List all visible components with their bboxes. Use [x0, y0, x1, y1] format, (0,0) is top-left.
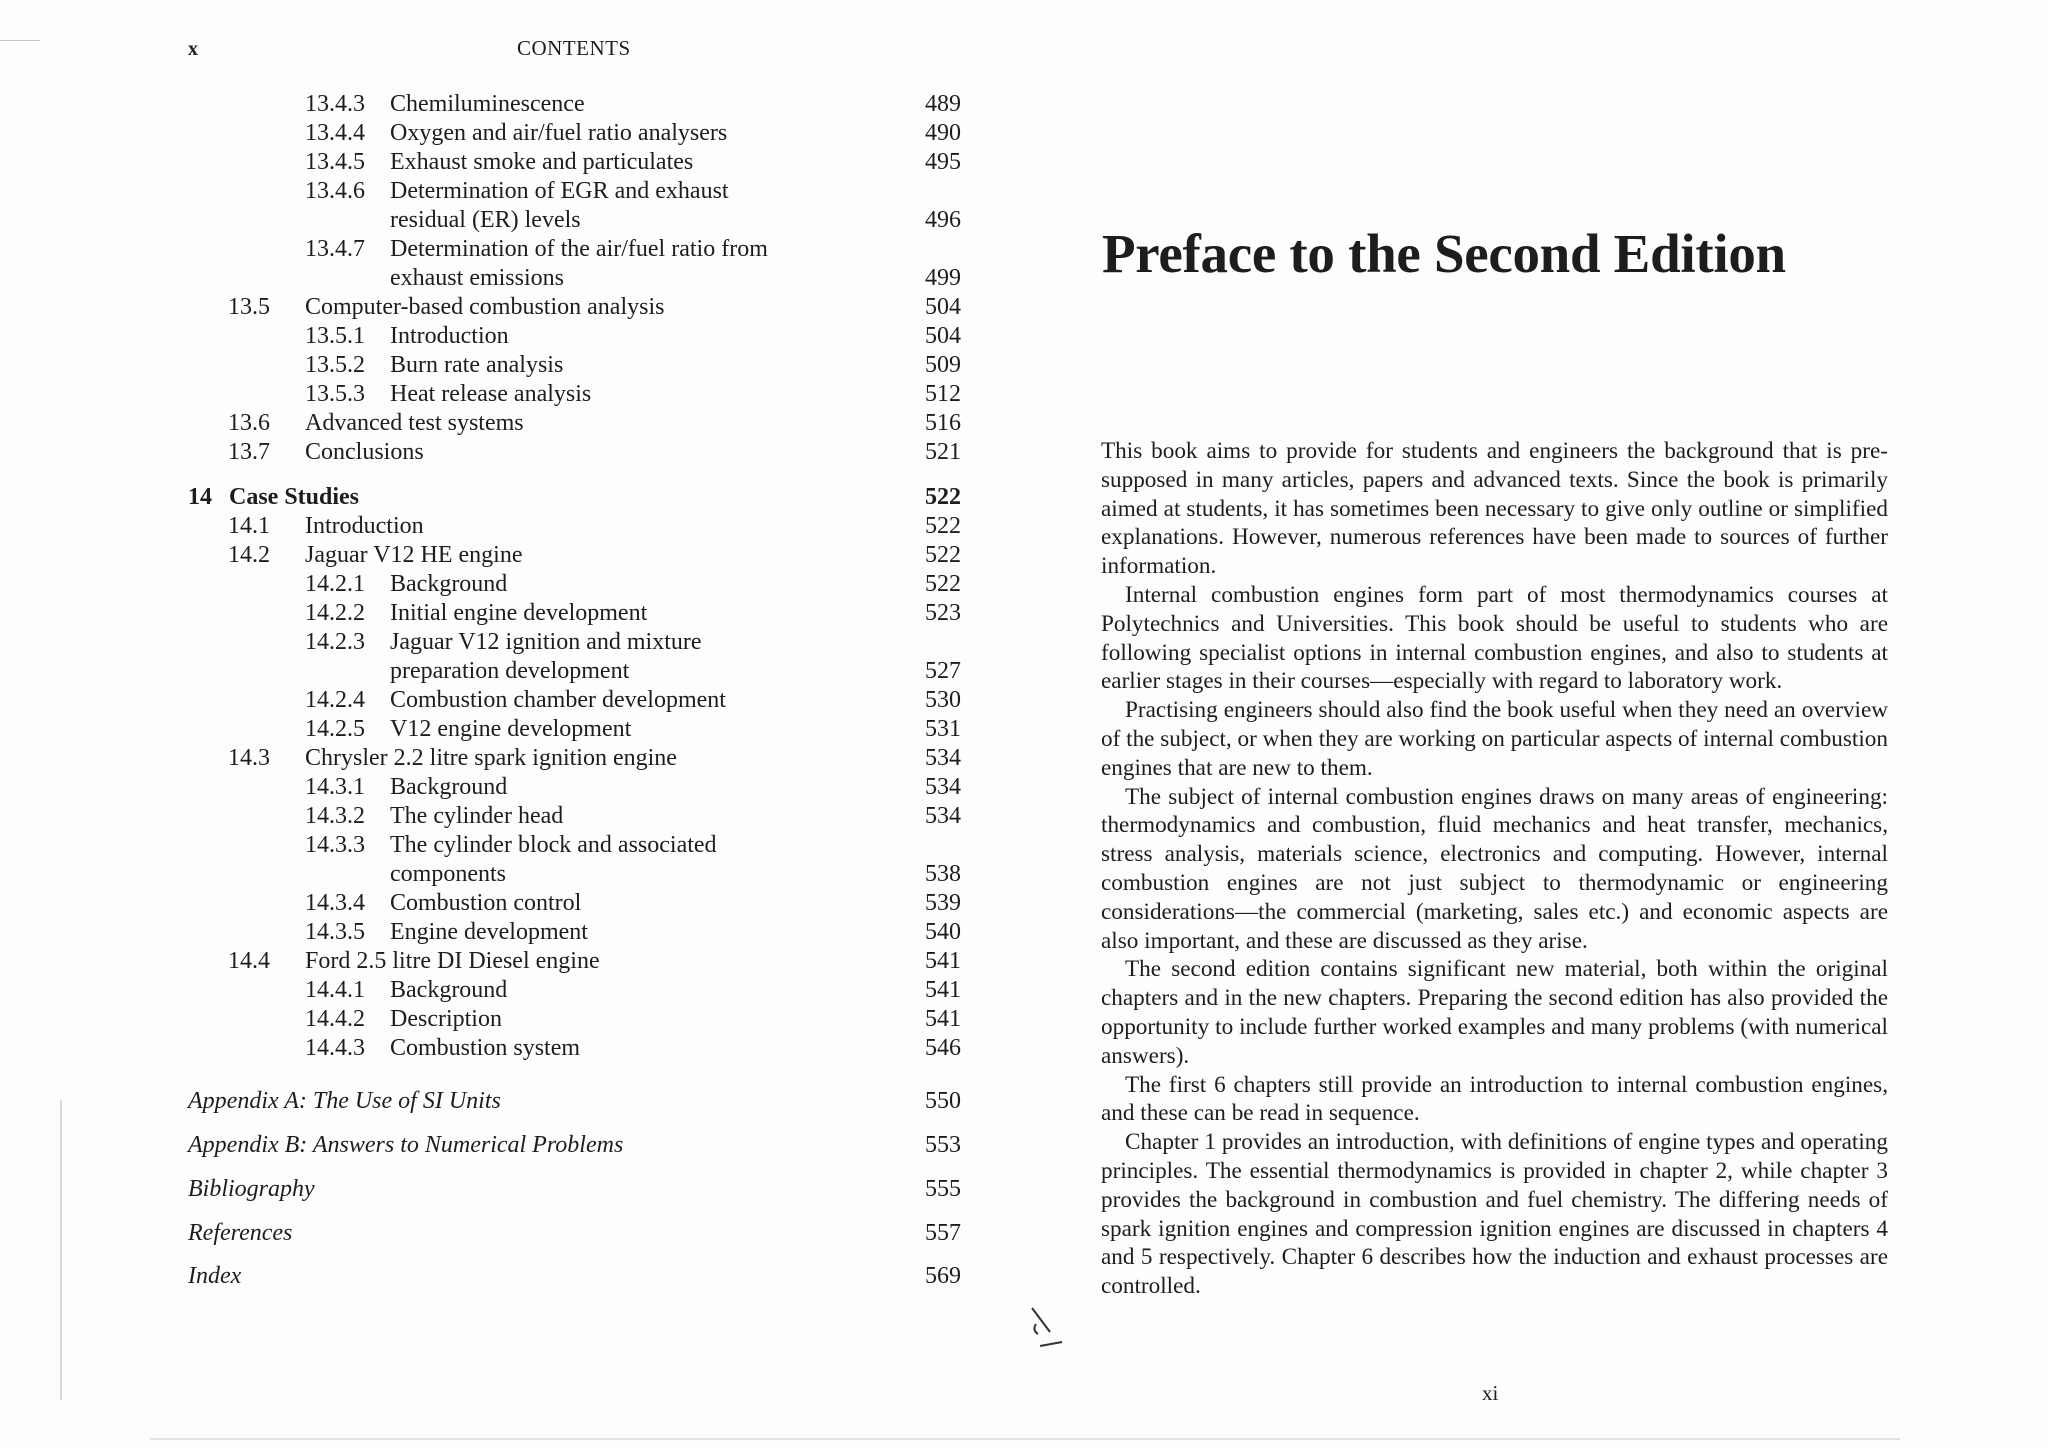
toc-entry-title: Oxygen and air/fuel ratio analysers [390, 120, 728, 146]
toc-entry-number: 14.2.4 [305, 687, 365, 713]
toc-entry-page: 489 [925, 91, 961, 117]
scan-bottom-shadow [150, 1438, 1900, 1440]
toc-entry-number: 14.4 [228, 948, 270, 974]
toc-entry [0, 686, 1024, 715]
toc-entry-page: 541 [925, 1006, 961, 1032]
toc-chapter-entry [0, 483, 1024, 512]
toc-entry-title: preparation development [390, 658, 630, 684]
toc-entry-page: 504 [925, 323, 961, 349]
toc-entry-number: 14 [188, 484, 212, 510]
toc-entry-page: 569 [925, 1263, 961, 1289]
toc-entry [0, 918, 1024, 947]
toc-entry-page: 546 [925, 1035, 961, 1061]
toc-entry-title: Description [390, 1006, 502, 1032]
toc-entry-title: Chemiluminescence [390, 91, 585, 117]
toc-entry [0, 541, 1024, 570]
toc-entry-title: Introduction [390, 323, 509, 349]
running-head: CONTENTS [517, 36, 631, 60]
toc-entry-page: 490 [925, 120, 961, 146]
toc-entry-number: 14.3.2 [305, 803, 365, 829]
toc-entry-page: 523 [925, 600, 961, 626]
toc-entry-title: Background [390, 571, 508, 597]
scan-edge-mark [0, 40, 40, 41]
toc-entry-title: Jaguar V12 ignition and mixture [390, 629, 702, 655]
toc-back-matter-entry [0, 1087, 1024, 1116]
toc-entry [0, 206, 1024, 235]
toc-entry-title: Index [188, 1263, 242, 1289]
toc-entry-number: 14.2.1 [305, 571, 365, 597]
toc-entry-number: 14.2.3 [305, 629, 365, 655]
toc-entry [0, 744, 1024, 773]
toc-entry-page: 509 [925, 352, 961, 378]
toc-entry-title: The cylinder block and associated [390, 832, 717, 858]
toc-entry-number: 13.7 [228, 439, 270, 465]
toc-entry-title: Advanced test systems [305, 410, 524, 436]
toc-entry-title: components [390, 861, 506, 887]
toc-entry [0, 264, 1024, 293]
toc-entry-title: exhaust emissions [390, 265, 564, 291]
toc-entry-page: 538 [925, 861, 961, 887]
toc-entry-number: 13.6 [228, 410, 270, 436]
toc-entry [0, 802, 1024, 831]
toc-entry-number: 14.4.2 [305, 1006, 365, 1032]
toc-entry-title: The cylinder head [390, 803, 564, 829]
toc-entry [0, 715, 1024, 744]
toc-entry-title: Background [390, 774, 508, 800]
toc-entry [0, 976, 1024, 1005]
toc-entry-title: Engine development [390, 919, 588, 945]
toc-entry-number: 13.4.3 [305, 91, 365, 117]
right-page-number: xi [1482, 1381, 1499, 1405]
toc-entry-page: 527 [925, 658, 961, 684]
toc-entry-title: Combustion system [390, 1035, 581, 1061]
toc-entry-number: 13.5.3 [305, 381, 365, 407]
toc-entry-title: Determination of EGR and exhaust [390, 178, 729, 204]
preface-paragraph: Chapter 1 provides an introduction, with definitions of engine types and operating principles. The essential thermodynamics is provided in chapter 2, while chapter 3 provides the background in combustion and fuel chemistry. The differing needs of spark ignition engines and compression ignition engines are discussed in chapters 4 and 5 respectively. Chapter 6 describes how the induction and exhaust processes are controlled. [1101, 1129, 1888, 1300]
preface-paragraph: The first 6 chapters still provide an introduction to internal combustion engines, and these can be read in sequence. [1101, 1071, 1888, 1127]
preface-paragraph: This book aims to provide for students and engineers the background that is pre-supposed in many articles, papers and advanced texts. Since the book is primarily aimed at students, it has sometimes been necessary to give only outline or simplified explanations. However, numerous references have been made to sources of further information. [1101, 438, 1888, 580]
toc-entry [0, 860, 1024, 889]
scan-edge-mark [60, 1100, 62, 1400]
toc-entry-title: residual (ER) levels [390, 207, 581, 233]
toc-entry-title: Introduction [305, 513, 424, 539]
toc-entry-title: V12 engine development [390, 716, 632, 742]
toc-entry-title: Ford 2.5 litre DI Diesel engine [305, 948, 600, 974]
toc-entry-page: 540 [925, 919, 961, 945]
toc-entry [0, 570, 1024, 599]
toc-entry-title: Bibliography [188, 1176, 315, 1202]
toc-entry [0, 628, 1024, 657]
toc-entry-page: 539 [925, 890, 961, 916]
toc-entry-title: Appendix A: The Use of SI Units [188, 1088, 501, 1114]
toc-entry-number: 14.3.4 [305, 890, 365, 916]
toc-entry-page: 522 [925, 484, 961, 510]
toc-entry [0, 148, 1024, 177]
toc-entry-page: 521 [925, 439, 961, 465]
toc-entry [0, 177, 1024, 206]
toc-entry-page: 496 [925, 207, 961, 233]
preface-paragraph: The second edition contains significant new material, both within the original chapters and in the new chapters. Preparing the second edition has also provided the opportunity to include further worked examples and many problems (with numerical answers). [1101, 956, 1888, 1069]
toc-entry [0, 599, 1024, 628]
toc-entry [0, 657, 1024, 686]
toc-entry [0, 947, 1024, 976]
toc-entry-number: 14.2.2 [305, 600, 365, 626]
toc-entry-title: Conclusions [305, 439, 424, 465]
toc-entry-title: Determination of the air/fuel ratio from [390, 236, 768, 262]
toc-entry-title: References [188, 1220, 293, 1246]
toc-back-matter-entry [0, 1175, 1024, 1204]
toc-entry-page: 553 [925, 1132, 961, 1158]
toc-entry-page: 512 [925, 381, 961, 407]
toc-entry-page: 522 [925, 513, 961, 539]
toc-back-matter-entry [0, 1219, 1024, 1248]
toc-entry-page: 531 [925, 716, 961, 742]
toc-entry-number: 14.4.3 [305, 1035, 365, 1061]
toc-entry-page: 541 [925, 948, 961, 974]
toc-entry-number: 13.5.2 [305, 352, 365, 378]
toc-entry-number: 14.3.1 [305, 774, 365, 800]
toc-entry-title: Background [390, 977, 508, 1003]
toc-back-matter-entry [0, 1131, 1024, 1160]
toc-entry-page: 557 [925, 1220, 961, 1246]
toc-entry-page: 550 [925, 1088, 961, 1114]
toc-entry-page: 534 [925, 803, 961, 829]
toc-entry-number: 14.3.3 [305, 832, 365, 858]
toc-entry-number: 14.4.1 [305, 977, 365, 1003]
toc-entry-title: Appendix B: Answers to Numerical Problems [188, 1132, 624, 1158]
toc-entry-number: 13.4.6 [305, 178, 365, 204]
toc-entry-title: Initial engine development [390, 600, 648, 626]
toc-entry-number: 13.5.1 [305, 323, 365, 349]
toc-entry-title: Chrysler 2.2 litre spark ignition engine [305, 745, 677, 771]
toc-entry-title: Burn rate analysis [390, 352, 564, 378]
toc-entry [0, 90, 1024, 119]
toc-entry-page: 495 [925, 149, 961, 175]
toc-entry [0, 322, 1024, 351]
toc-entry-title: Combustion control [390, 890, 582, 916]
toc-entry [0, 1005, 1024, 1034]
toc-entry [0, 831, 1024, 860]
toc-entry-number: 13.4.5 [305, 149, 365, 175]
toc-entry-title: Combustion chamber development [390, 687, 726, 713]
toc-entry [0, 409, 1024, 438]
toc-entry [0, 380, 1024, 409]
toc-entry [0, 351, 1024, 380]
toc-entry-number: 14.2.5 [305, 716, 365, 742]
toc-entry [0, 512, 1024, 541]
toc-entry [0, 889, 1024, 918]
toc-entry [0, 293, 1024, 322]
toc-entry-title: Jaguar V12 HE engine [305, 542, 523, 568]
toc-entry-number: 14.1 [228, 513, 270, 539]
toc-entry-title: Heat release analysis [390, 381, 592, 407]
toc-entry-number: 13.4.7 [305, 236, 365, 262]
toc-entry [0, 119, 1024, 148]
toc-entry-page: 522 [925, 542, 961, 568]
toc-entry-number: 13.5 [228, 294, 270, 320]
toc-back-matter-entry [0, 1262, 1024, 1291]
toc-entry [0, 1034, 1024, 1063]
pencil-mark [1028, 1302, 1068, 1352]
preface-paragraph: Practising engineers should also find the book useful when they need an overview of the subject, or when they are working on particular aspects of internal combustion engines that are new to them. [1101, 697, 1888, 781]
toc-entry [0, 438, 1024, 467]
toc-entry-number: 14.2 [228, 542, 270, 568]
toc-entry-page: 534 [925, 774, 961, 800]
toc-entry-page: 516 [925, 410, 961, 436]
toc-entry-number: 14.3 [228, 745, 270, 771]
preface-paragraph: Internal combustion engines form part of most thermodynamics courses at Polytechnics and Universities. This book should be useful to students who are following specialist options in internal combustion engines, and also to students at earlier stages in their courses—especially with regard to laboratory work. [1101, 581, 1888, 695]
toc-entry-page: 530 [925, 687, 961, 713]
toc-entry-number: 14.3.5 [305, 919, 365, 945]
preface-paragraph: The subject of internal combustion engines draws on many areas of engineering: thermodynamics and combustion, fluid mechanics and heat transfer, mechanics, stress analysis, materials science, electronics and computing. However, internal combustion engines are not just subject to thermodynamic or engineering considerations—the commercial (marketing, sales etc.) and economic aspects are also important, and these are discussed as they arise. [1101, 783, 1888, 954]
preface-body [1101, 437, 1888, 1301]
toc-entry [0, 773, 1024, 802]
toc-entry-page: 522 [925, 571, 961, 597]
toc-entry-page: 504 [925, 294, 961, 320]
toc-entry-title: Computer-based combustion analysis [305, 294, 665, 320]
toc-entry-page: 499 [925, 265, 961, 291]
toc-entry-title: Exhaust smoke and particulates [390, 149, 694, 175]
preface-heading: Preface to the Second Edition [1102, 223, 1786, 284]
toc-entry [0, 235, 1024, 264]
toc-entry-page: 555 [925, 1176, 961, 1202]
toc-entry-title: Case Studies [229, 484, 360, 510]
toc-entry-number: 13.4.4 [305, 120, 365, 146]
left-page-number: x [188, 38, 198, 60]
toc-entry-page: 541 [925, 977, 961, 1003]
toc-entry-page: 534 [925, 745, 961, 771]
